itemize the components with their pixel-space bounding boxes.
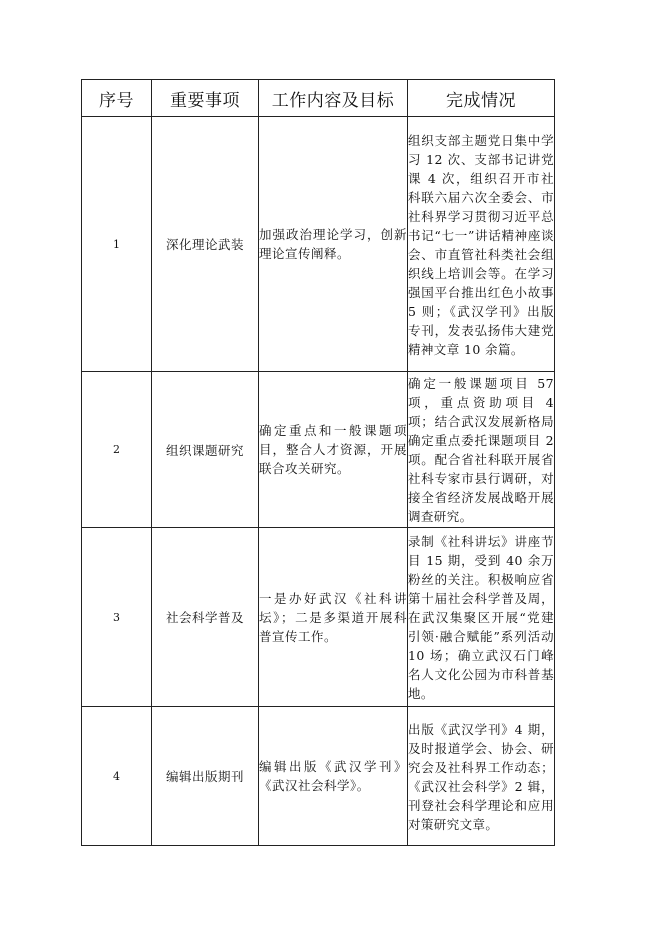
row-content: 一是办好武汉《社科讲坛》；二是多渠道开展科普宣传工作。	[259, 528, 408, 707]
row-number: 2	[82, 372, 152, 528]
row-content: 确定重点和一般课题项目，整合人才资源，开展联合攻关研究。	[259, 372, 408, 528]
work-items-table	[81, 79, 555, 846]
table-row	[82, 528, 555, 707]
row-content: 编辑出版《武汉学刊》《武汉社会科学》。	[259, 707, 408, 846]
row-content: 加强政治理论学习，创新理论宣传阐释。	[259, 117, 408, 372]
row-status-cell	[408, 117, 555, 372]
header-status: 完成情况	[408, 80, 555, 117]
row-number: 1	[82, 117, 152, 372]
row-number: 4	[82, 707, 152, 846]
header-content: 工作内容及目标	[259, 80, 408, 117]
row-number: 3	[82, 528, 152, 707]
row-status: 组织支部主题党日集中学习 12 次、支部书记讲党课 4 次，组织召开市社科联六届六次全委会、市社科界学习贯彻习近平总书记“七一”讲话精神座谈会、市直管社科类社会组织线上培训会等。在学习强国平台推出红色小故事 5 则；《武汉学刊》出版专刊，发表弘扬伟大建党精神文章 10 余篇。	[408, 132, 554, 357]
row-item: 组织课题研究	[152, 372, 259, 528]
table-row	[82, 372, 555, 528]
row-status: 出版《武汉学刊》4 期，及时报道学会、协会、研究会及社科界工作动态；《武汉社会科学》2 辑，刊登社会科学理论和应用对策研究文章。	[408, 721, 554, 832]
row-status: 录制《社科讲坛》讲座节目 15 期，受到 40 余万粉丝的关注。积极响应省第十届社会科学普及周，在武汉集聚区开展“党建引领·融合赋能”系列活动 10 场；确立武汉石门峰名人文化公园为市科普基地。	[408, 534, 554, 701]
row-item: 编辑出版期刊	[152, 707, 259, 846]
table-header-row	[82, 80, 555, 117]
row-status-cell	[408, 707, 555, 846]
header-no: 序号	[82, 80, 152, 117]
row-status-cell	[408, 528, 555, 707]
table-row	[82, 707, 555, 846]
table-row	[82, 117, 555, 372]
header-item: 重要事项	[152, 80, 259, 117]
row-status: 确定一般课题项目 57 项，重点资助项目 4 项；结合武汉发展新格局确定重点委托课题项目 2 项。配合省社科联开展省社科专家市县行调研，对接全省经济发展战略开展调查研究。	[408, 376, 554, 524]
row-item: 深化理论武装	[152, 117, 259, 372]
row-status-cell	[408, 372, 555, 528]
row-item: 社会科学普及	[152, 528, 259, 707]
